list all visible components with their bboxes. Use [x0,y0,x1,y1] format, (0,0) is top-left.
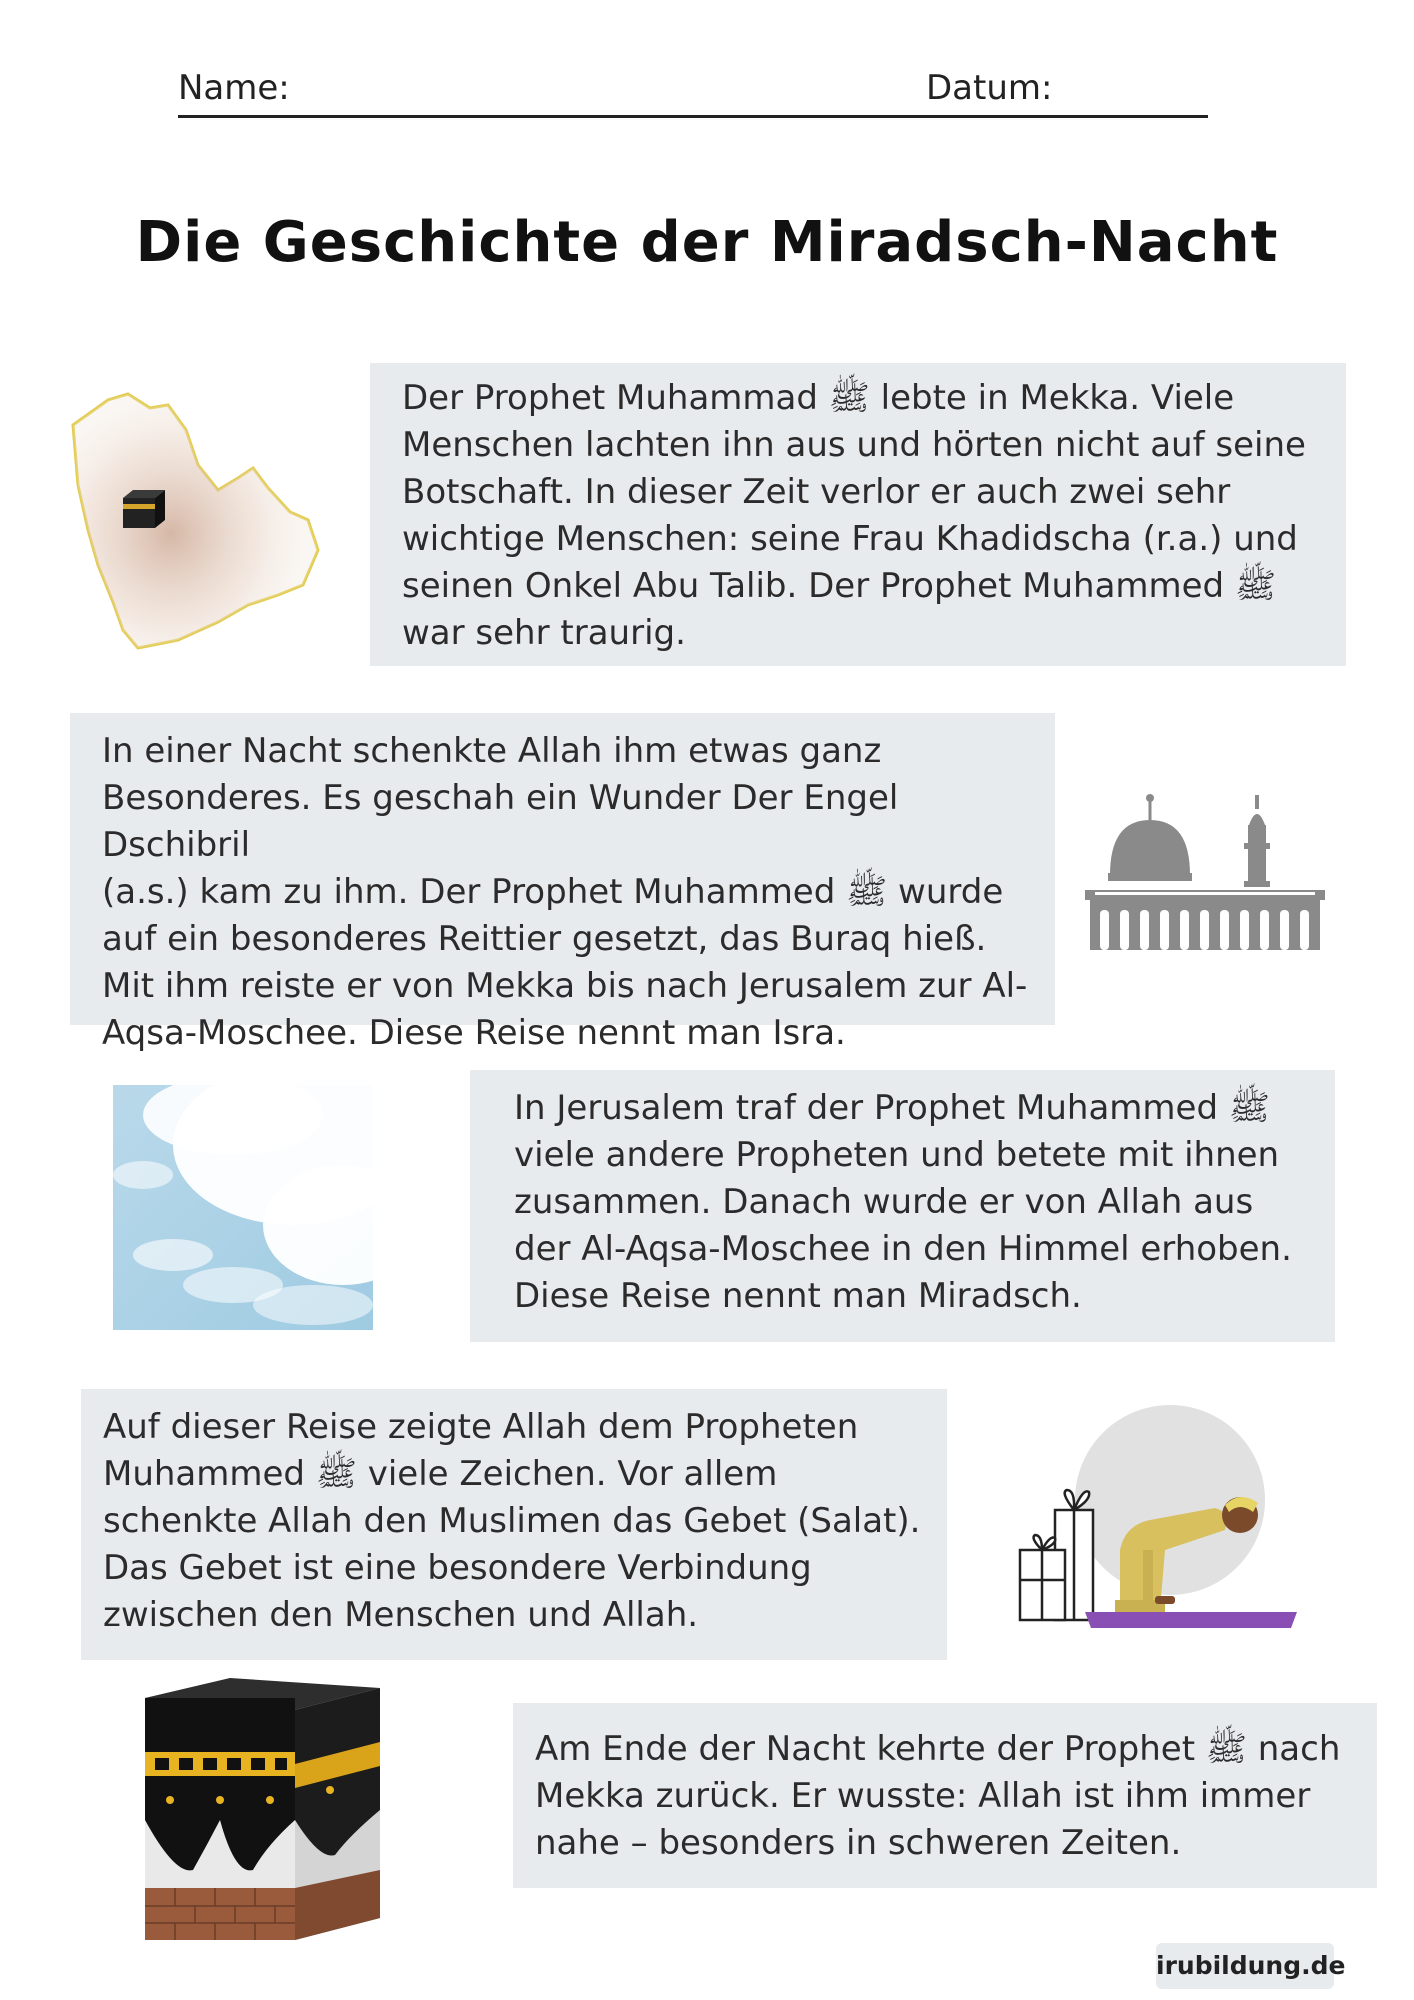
header-underline [178,115,1208,118]
mosque-silhouette-icon [1080,785,1330,950]
paragraph-3-text: In Jerusalem traf der Prophet Muhammed ﷺ viele andere Propheten und betete mit ihnen zusammen. Danach wurde er von Allah aus der Al-Aqsa-Moschee in den Himmel erhoben. Diese Reise nennt man Miradsch. [514,1088,1292,1316]
arabian-peninsula-map-icon [68,390,358,650]
page-title: Die Geschichte der Miradsch-Nacht [135,210,1279,275]
paragraph-2-text: In einer Nacht schenkte Allah ihm etwas ganz Besonderes. Es geschah ein Wunder Der Engel Dschibril (a.s.) kam zu ihm. Der Prophet Muhammed ﷺ wurde auf ein besonderes Reittier gesetzt, das Buraq hieß. Mit ihm reiste er von Mekka bis nach Jerusalem zur Al- Aqsa-Moschee. Diese Reise nennt man Isra. [102,731,1028,1053]
sky-clouds-icon [113,1085,373,1330]
paragraph-1-text: Der Prophet Muhammad ﷺ lebte in Mekka. Viele Menschen lachten ihn aus und hörten nicht auf seine Botschaft. In dieser Zeit verlor er auch zwei sehr wichtige Menschen: seine Frau Khadidscha (r.a.) und seinen Onkel Abu Talib. Der Prophet Muhammed ﷺ war sehr traurig. [402,378,1306,653]
kaaba-icon [135,1670,390,1940]
paragraph-5-text: Am Ende der Nacht kehrte der Prophet ﷺ nach Mekka zurück. Er wusste: Allah ist ihm immer nahe – besonders in schweren Zeiten. [535,1729,1341,1863]
name-label: Name: [178,68,290,108]
praying-man-icon [1015,1400,1305,1630]
story-paragraph-2 [70,713,1055,1053]
story-paragraph-4 [81,1389,947,1660]
paragraph-4-text: Auf dieser Reise zeigte Allah dem Propheten Muhammed ﷺ viele Zeichen. Vor allem schenkte Allah den Muslimen das Gebet (Salat). Das Gebet ist eine besondere Verbindung zwischen den Menschen und Allah. [103,1407,921,1635]
story-paragraph-5 [513,1703,1377,1888]
story-paragraph-3 [470,1070,1335,1342]
brand-badge: irubildung.de [1156,1943,1334,1989]
story-paragraph-1 [370,363,1346,666]
date-label: Datum: [926,68,1053,108]
